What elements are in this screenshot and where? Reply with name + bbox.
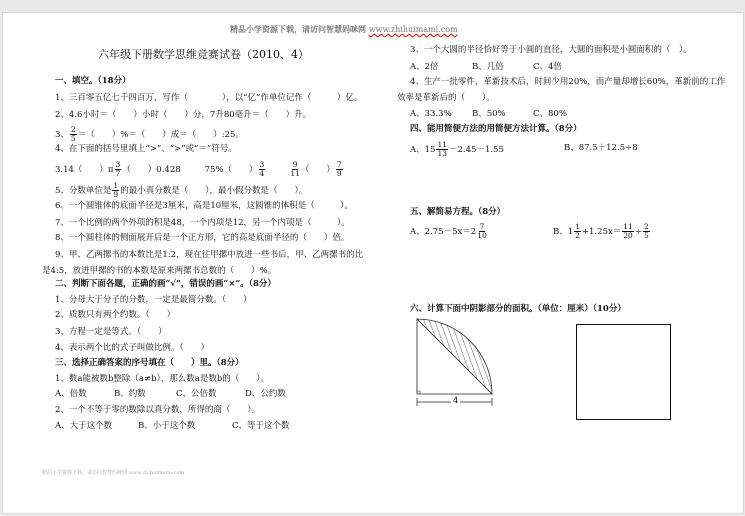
q-num: 3、 [55,130,69,140]
calc-a: A、15 $\frac{11}{13}$ －2.45－1.55 [410,140,504,158]
watermark-text: 精品小学资源下载，请访问智慧妈咪网 [230,24,366,34]
question-1-6: 6、一个圆锥体的底面半径是3厘米，高是10厘米，这圆锥的体积是（ ）。 [55,201,353,211]
option: C、80% [533,109,567,119]
fraction: $\frac{3}{7}$ [115,160,121,178]
comparison-row: 3.14（ ）π $\frac{3}{7}$ （ ）0.428 75%（ ） $\frac{3}{4}$ $\frac{9}{11}$ （ ） $\frac{7}{9}$ [55,160,342,178]
fraction: $\frac{3}{4}$ [259,160,265,178]
option: B、小于这个数 [138,421,196,431]
option: C、公倍数 [176,389,217,399]
option: C、等于这个数 [232,421,290,431]
option: D、公约数 [245,389,286,399]
question-1-9-cont: 是4:5，放进甲摞的书的本数是原来两摞书总数的（ ）%。 [42,266,277,276]
section-4-heading: 四、能用简便方法的用简便方法计算。（8分） [410,124,582,134]
judge-item: 4、表示两个比的式子叫做比例。（ ） [55,343,210,353]
answer-box [576,324,671,420]
dimension-label: 4 [453,396,459,406]
fraction: $\frac{2}{5}$ [70,125,76,143]
fraction: $\frac{1}{9}$ [113,181,119,199]
choice-question-4: 4、生产一批零件，革新技术后，时间少用20%，而产量却增长60%，革新前的工作 [410,77,726,87]
option: B、几倍 [472,62,504,72]
watermark-link[interactable]: www.zhihuimami.com [368,25,458,34]
equation-a: A、2.75－5x＝2 $\frac{7}{10}$ [410,222,487,240]
q-text: ＝（ ）%＝（ ）成＝（ ）:25。 [77,130,244,140]
fraction: $\frac{9}{11}$ [290,160,300,178]
section-2-heading: 二、判断下面各题，正确的画“√”，错误的画“×”。（8分） [55,279,276,289]
question-1-3 [55,126,244,143]
fraction: $\frac{7}{9}$ [336,160,342,178]
section-5-heading: 五、解简易方程。（8分） [410,207,506,217]
section-3-heading: 三、选择正确答案的序号填在（ ）里。（8分） [55,358,244,368]
option: A、大于这个数 [55,421,113,431]
watermark-header [230,24,458,35]
question-1-8: 8、一个圆柱体的侧面展开后是一个正方形，它的高是底面半径的（ ）倍。 [55,233,350,243]
judge-item: 3、方程一定是等式。（ ） [55,327,167,337]
calc-b: B、87.5＋12.5÷8 [564,143,638,153]
fraction: $\frac{7}{10}$ [477,222,487,240]
footer-watermark: 精品小学资源下载，请访问智慧妈咪网 www.zhihuimami.com [42,470,185,476]
option: B、约数 [114,389,146,399]
section-1-heading: 一、填空。（18分） [55,76,131,86]
option: C、4倍 [533,62,562,72]
question-1-1: 1、三百零五亿七千四百万，写作（ ），以“亿”作单位记作（ ）亿。 [55,93,363,103]
fraction: $\frac{1}{2}$ [575,222,580,240]
choice-question-1: 1、数a能被数b整除（a≠b），那么数a是数b的（ ）。 [55,374,270,384]
fraction: $\frac{2}{5}$ [643,222,649,240]
judge-item: 2、质数只有两个约数。（ ） [55,310,176,320]
page-title: 六年级下册数学思维竞赛试卷（2010、4） [98,48,309,61]
fraction: $\frac{11}{20}$ [623,222,633,240]
option: B、50% [472,109,506,119]
choice-question-3: 3、一个大圆的半径恰好等于小圆的直径，大圆的面积是小圆面积的（ ）。 [410,45,692,55]
question-1-4: 4、在下面的括号里填上“>”、“>”或“＝”符号。 [55,144,237,154]
question-1-2: 2、4.6小时＝（ ）小时（ ）分，7升80毫升＝（ ）升。 [55,110,312,120]
option: A、倍数 [55,389,87,399]
question-1-7: 7、一个比例的两个外项的积是48，一个内项是12，另一个内项是（ ）。 [55,218,350,228]
question-1-9: 9、甲、乙两摞书的本数比是1:2，现在往甲摞中放进一些书后，甲、乙两摞书的比 [55,250,364,260]
choice-question-2: 2、一个不等于零的数除以真分数，所得的商（ ）。 [55,405,261,415]
fraction: $\frac{11}{13}$ [437,140,448,158]
option: A、2倍 [410,62,439,72]
option: A、33.3% [410,109,452,119]
question-1-5: 5、分数单位是 $\frac{1}{9}$ 的最小真分数是（ ），最小假分数是（ ）。 [55,181,308,199]
shaded-segment [417,319,492,394]
section-6-heading: 六、计算下面中阴影部分的面积。（单位：厘米）（10分） [410,304,626,314]
choice-question-4-cont: 效率是革新后的（ ）。 [397,93,495,103]
equation-b: B、1 $\frac{1}{2}$ +1.25x＝ $\frac{11}{20}$ ÷ $\frac{2}{5}$ [553,222,649,240]
judge-item: 1、分母大于分子的分数，一定是最简分数。（ ） [55,295,252,305]
